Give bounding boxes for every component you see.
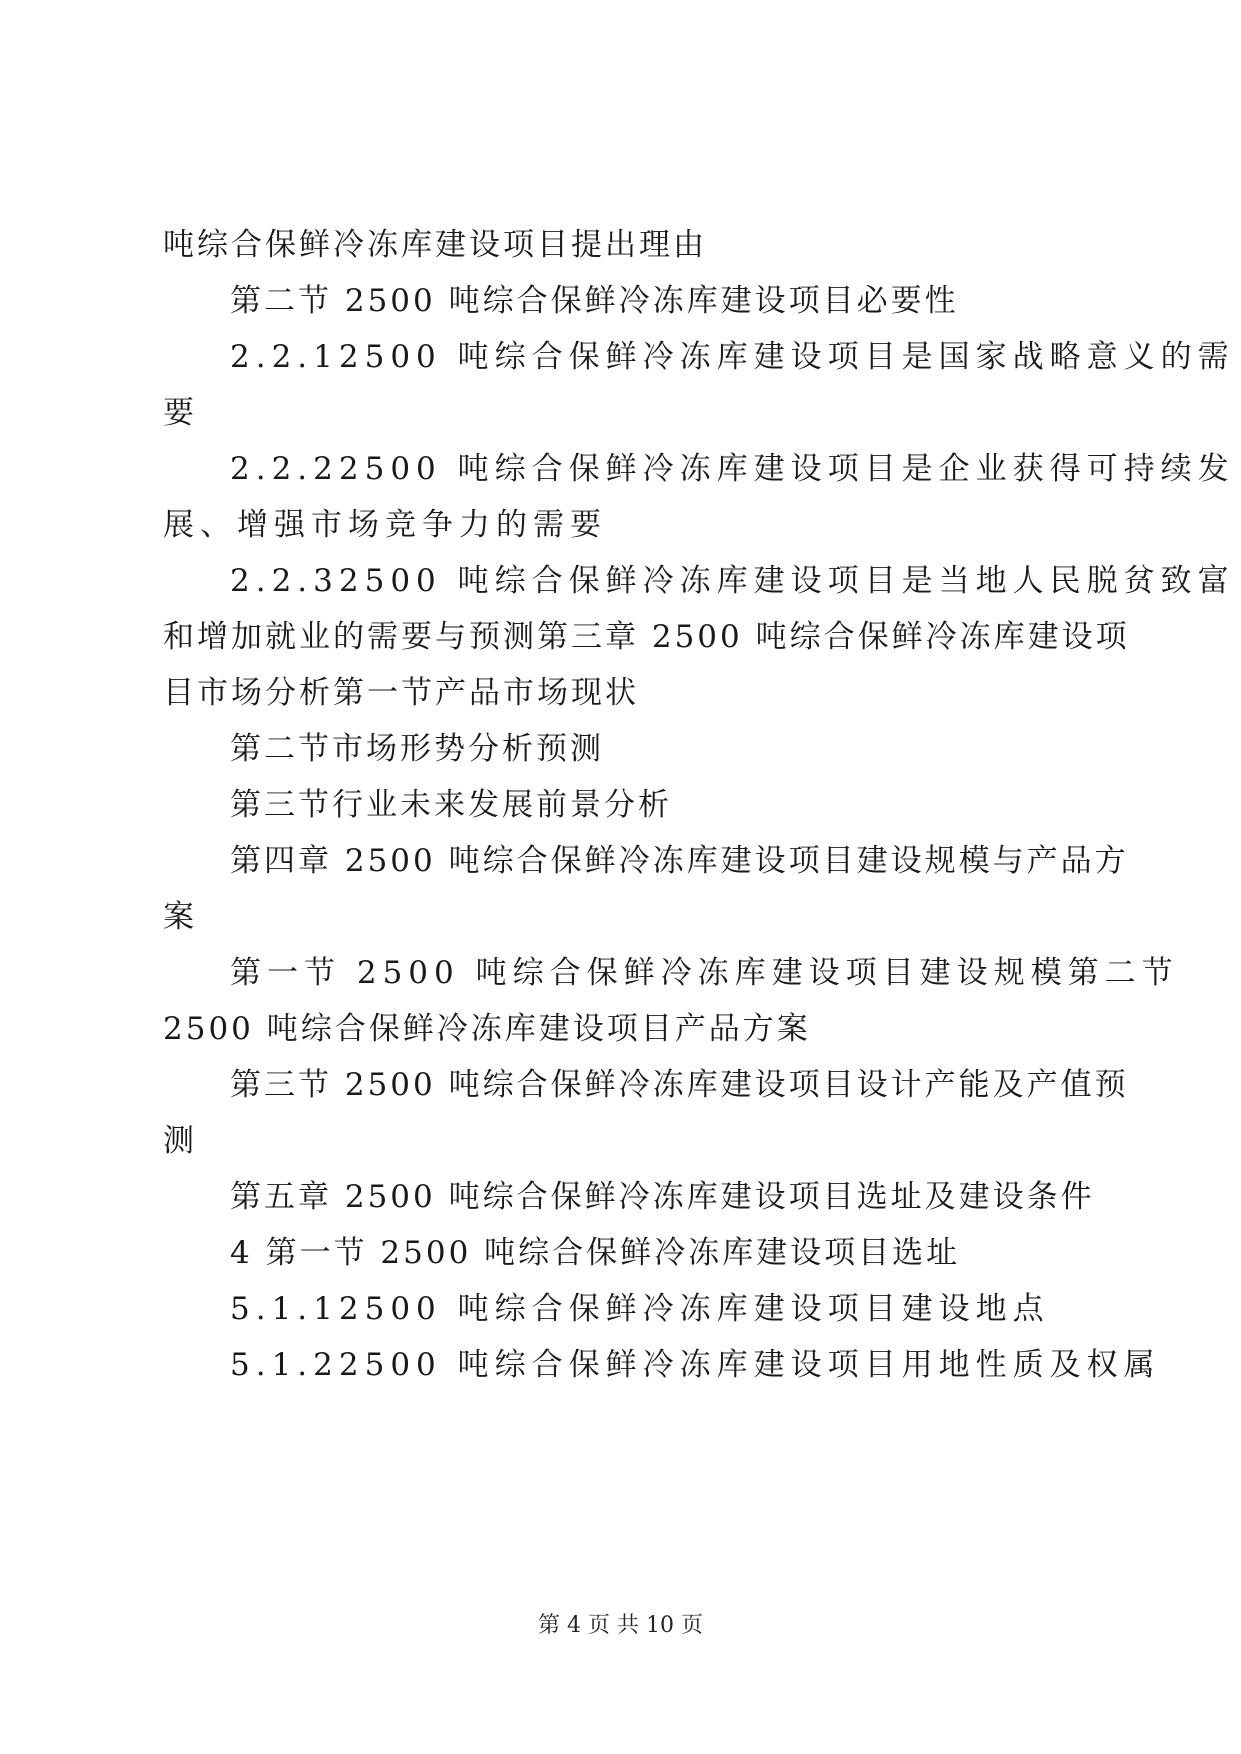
text-line: 要 [163, 395, 197, 431]
text-line: 第二节市场形势分析预测 [230, 731, 604, 767]
text-line: 2.2.22500 吨综合保鲜冷冻库建设项目是企业获得可持续发 [230, 451, 1235, 487]
text-line: 吨综合保鲜冷冻库建设项目提出理由 [163, 227, 707, 263]
text-line: 2.2.12500 吨综合保鲜冷冻库建设项目是国家战略意义的需 [230, 339, 1235, 375]
text-line: 第一节 2500 吨综合保鲜冷冻库建设项目建设规模第二节 [230, 955, 1179, 991]
text-line: 第三节 2500 吨综合保鲜冷冻库建设项目设计产能及产值预 [230, 1067, 1129, 1103]
text-line: 2.2.32500 吨综合保鲜冷冻库建设项目是当地人民脱贫致富 [230, 563, 1235, 599]
text-line: 第二节 2500 吨综合保鲜冷冻库建设项目必要性 [230, 283, 959, 319]
text-line: 第三节行业未来发展前景分析 [230, 787, 672, 823]
text-line: 4 第一节 2500 吨综合保鲜冷冻库建设项目选址 [230, 1235, 961, 1271]
page-number-footer: 第 4 页 共 10 页 [538, 1613, 703, 1638]
text-line: 5.1.12500 吨综合保鲜冷冻库建设项目建设地点 [230, 1291, 1050, 1327]
text-line: 测 [163, 1123, 197, 1159]
text-line: 案 [163, 899, 197, 935]
text-line: 2500 吨综合保鲜冷冻库建设项目产品方案 [163, 1011, 811, 1047]
text-line: 展、增强市场竞争力的需要 [163, 507, 607, 543]
text-line: 5.1.22500 吨综合保鲜冷冻库建设项目用地性质及权属 [230, 1347, 1161, 1383]
text-line: 第五章 2500 吨综合保鲜冷冻库建设项目选址及建设条件 [230, 1179, 1095, 1215]
text-line: 目市场分析第一节产品市场现状 [163, 675, 639, 711]
text-line: 和增加就业的需要与预测第三章 2500 吨综合保鲜冷冻库建设项 [163, 619, 1130, 655]
text-line: 第四章 2500 吨综合保鲜冷冻库建设项目建设规模与产品方 [230, 843, 1129, 879]
